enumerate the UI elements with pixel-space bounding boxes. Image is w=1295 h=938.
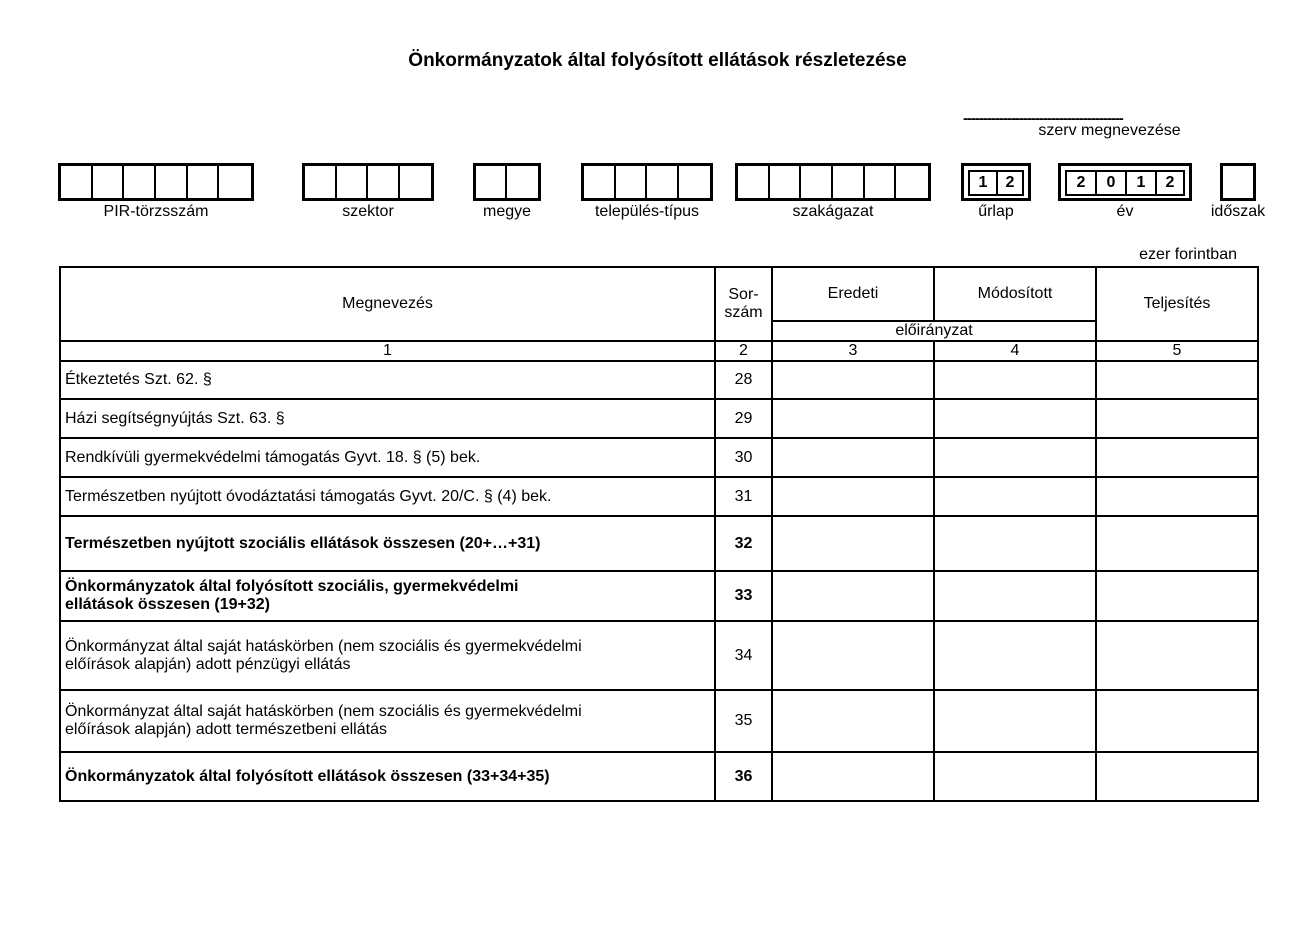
field-label: szektor	[342, 203, 394, 220]
field-label: év	[1116, 203, 1134, 220]
column-number: 4	[934, 341, 1096, 361]
field-label: megye	[482, 203, 532, 220]
value-cell[interactable]	[772, 621, 934, 690]
col-header-modositott: Módosított	[934, 267, 1096, 321]
value-cell[interactable]	[934, 438, 1096, 477]
field-cell[interactable]	[801, 166, 833, 198]
col-header-sor: Sor- szám	[715, 267, 772, 341]
table-row	[60, 438, 1258, 477]
field-cell[interactable]	[400, 166, 432, 198]
field-boxes-7	[1220, 163, 1256, 201]
value-cell[interactable]	[772, 438, 934, 477]
field-label: település-típus	[594, 203, 700, 220]
value-cell[interactable]	[772, 477, 934, 516]
value-cell[interactable]	[772, 690, 934, 752]
table-row	[60, 516, 1258, 571]
field-cell[interactable]	[616, 166, 648, 198]
row-name: Természetben nyújtott szociális ellátások összesen (20+…+31)	[60, 516, 715, 571]
field-cell[interactable]	[865, 166, 897, 198]
value-cell[interactable]	[772, 399, 934, 438]
row-name: Étkeztetés Szt. 62. §	[60, 361, 715, 399]
row-name: Önkormányzatok által folyósított ellátások összesen (33+34+35)	[60, 752, 715, 801]
field-label: szakágazat	[792, 203, 874, 220]
group-header-eloiranyzat: előirányzat	[772, 321, 1096, 341]
table-row	[60, 361, 1258, 399]
col-header-teljesites: Teljesítés	[1096, 267, 1258, 341]
field-label: PIR-törzsszám	[103, 203, 209, 220]
field-boxes-6	[1058, 163, 1192, 201]
field-cell[interactable]	[476, 166, 507, 198]
value-cell[interactable]	[934, 477, 1096, 516]
value-cell[interactable]	[934, 690, 1096, 752]
row-name: Önkormányzat által saját hatáskörben (nem szociális és gyermekvédelmi előírások alapján) adott természetbeni ellátás	[60, 690, 715, 752]
field-cell[interactable]	[124, 166, 156, 198]
table-row	[60, 690, 1258, 752]
row-sorszam: 35	[715, 690, 772, 752]
value-cell[interactable]	[1096, 621, 1258, 690]
field-cell[interactable]	[219, 166, 251, 198]
unit-label: ezer forintban	[1139, 246, 1237, 263]
field-cell[interactable]: 1	[1125, 170, 1155, 196]
field-boxes-3	[581, 163, 713, 201]
table-row	[60, 399, 1258, 438]
field-cell[interactable]: 0	[1095, 170, 1125, 196]
value-cell[interactable]	[772, 516, 934, 571]
field-label: időszak	[1210, 203, 1266, 220]
field-boxes-5	[961, 163, 1031, 201]
table-row	[60, 571, 1258, 621]
field-cell[interactable]	[770, 166, 802, 198]
col-header-name: Megnevezés	[60, 267, 715, 341]
field-boxes-0	[58, 163, 254, 201]
row-name: Önkormányzatok által folyósított szociális, gyermekvédelmi ellátások összesen (19+32)	[60, 571, 715, 621]
page-title: Önkormányzatok által folyósított ellátások részletezése	[408, 50, 907, 71]
row-name: Rendkívüli gyermekvédelmi támogatás Gyvt. 18. § (5) bek.	[60, 438, 715, 477]
field-cell[interactable]	[156, 166, 188, 198]
field-cell[interactable]	[896, 166, 928, 198]
column-number: 3	[772, 341, 934, 361]
row-sorszam: 30	[715, 438, 772, 477]
szerv-label: szerv megnevezése	[1038, 122, 1181, 139]
szerv-line: ----------------------------------------	[963, 110, 1123, 127]
row-sorszam: 36	[715, 752, 772, 801]
field-cell[interactable]	[188, 166, 220, 198]
value-cell[interactable]	[934, 361, 1096, 399]
field-cell[interactable]	[93, 166, 125, 198]
field-cell[interactable]	[647, 166, 679, 198]
value-cell[interactable]	[1096, 752, 1258, 801]
value-cell[interactable]	[772, 571, 934, 621]
field-cell[interactable]: 2	[996, 170, 1024, 196]
column-number: 2	[715, 341, 772, 361]
field-cell[interactable]	[833, 166, 865, 198]
row-sorszam: 32	[715, 516, 772, 571]
value-cell[interactable]	[934, 399, 1096, 438]
field-cell[interactable]	[337, 166, 369, 198]
col-header-eredeti: Eredeti	[772, 267, 934, 321]
value-cell[interactable]	[1096, 399, 1258, 438]
field-cell[interactable]	[738, 166, 770, 198]
value-cell[interactable]	[934, 571, 1096, 621]
value-cell[interactable]	[934, 621, 1096, 690]
row-sorszam: 31	[715, 477, 772, 516]
column-number: 5	[1096, 341, 1258, 361]
field-cell[interactable]: 2	[1065, 170, 1095, 196]
field-cell[interactable]	[1223, 166, 1253, 198]
table-row	[60, 477, 1258, 516]
field-cell[interactable]: 2	[1155, 170, 1185, 196]
column-number-row	[60, 341, 1258, 361]
column-number: 1	[60, 341, 715, 361]
value-cell[interactable]	[934, 752, 1096, 801]
row-sorszam: 29	[715, 399, 772, 438]
row-name: Házi segítségnyújtás Szt. 63. §	[60, 399, 715, 438]
field-cell[interactable]: 1	[968, 170, 996, 196]
value-cell[interactable]	[1096, 571, 1258, 621]
table-row	[60, 752, 1258, 801]
field-cell[interactable]	[368, 166, 400, 198]
field-boxes-4	[735, 163, 931, 201]
row-name: Önkormányzat által saját hatáskörben (nem szociális és gyermekvédelmi előírások alapján) adott pénzügyi ellátás	[60, 621, 715, 690]
table-row	[60, 621, 1258, 690]
field-label: űrlap	[978, 203, 1014, 220]
data-table	[59, 266, 1259, 802]
value-cell[interactable]	[934, 516, 1096, 571]
value-cell[interactable]	[772, 752, 934, 801]
field-cell[interactable]	[61, 166, 93, 198]
row-name: Természetben nyújtott óvodáztatási támogatás Gyvt. 20/C. § (4) bek.	[60, 477, 715, 516]
value-cell[interactable]	[1096, 361, 1258, 399]
field-cell[interactable]	[507, 166, 538, 198]
value-cell[interactable]	[1096, 438, 1258, 477]
field-cell[interactable]	[305, 166, 337, 198]
field-cell[interactable]	[679, 166, 711, 198]
value-cell[interactable]	[772, 361, 934, 399]
value-cell[interactable]	[1096, 690, 1258, 752]
row-sorszam: 33	[715, 571, 772, 621]
field-boxes-2	[473, 163, 541, 201]
value-cell[interactable]	[1096, 516, 1258, 571]
value-cell[interactable]	[1096, 477, 1258, 516]
field-cell[interactable]	[584, 166, 616, 198]
row-sorszam: 34	[715, 621, 772, 690]
field-boxes-1	[302, 163, 434, 201]
row-sorszam: 28	[715, 361, 772, 399]
